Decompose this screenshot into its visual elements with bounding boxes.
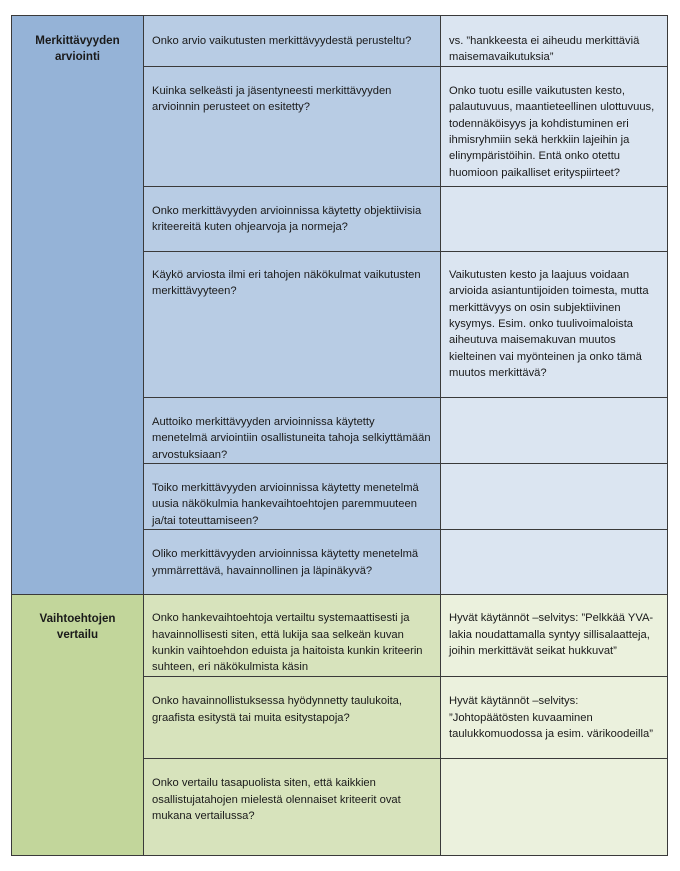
question-text: Kuinka selkeästi ja jäsentyneesti merkittävyyden arvioinnin perusteet on esitetty?	[152, 84, 392, 114]
question-text: Toiko merkittävyyden arvioinnissa käytetty menetelmä uusia näkökulmia hankevaihtoehtojen paremmuuteen ja/tai toteuttamiseen?	[152, 482, 419, 527]
note-text: Onko tuotu esille vaikutusten kesto, palautuvuus, maantieteellinen ulottuvuus, todennäköisyys ja kohdistuminen eri ihmisryhmiin sekä herkkiin lajeihin ja elinympäristöihin. Entä onko otettu huomioon paikalliset erityspiirteet?	[449, 84, 655, 179]
note-text: Hyvät käytännöt –selvitys: ”Johtopäätösten kuvaaminen taulukkomuodossa ja esim. värikoodeilla”	[449, 695, 653, 741]
question-cell	[144, 677, 441, 759]
question-text: Auttoiko merkittävyyden arvioinnissa käytetty menetelmä arviointiin osallistuneita tahoja selkiyttämään arvostuksiaan?	[152, 415, 431, 461]
note-cell	[441, 397, 668, 463]
question-text: Onko hankevaihtoehtoja vertailtu systemaattisesti ja havainnollisesti siten, että lukija saa selkeän kuvan kunkin vaihtoehdon eduista ja haitoista kunkin kriteerin suhteen, eri näkökulmista käsin	[152, 612, 423, 674]
note-cell	[441, 595, 668, 677]
question-cell	[144, 397, 441, 463]
question-cell	[144, 66, 441, 186]
question-cell	[144, 186, 441, 251]
note-cell	[441, 66, 668, 186]
question-text: Käykö arviosta ilmi eri tahojen näkökulmat vaikutusten merkittävyyteen?	[152, 268, 421, 298]
question-text: Onko arvio vaikutusten merkittävyydestä perusteltu?	[152, 35, 412, 47]
note-cell	[441, 251, 668, 397]
question-text: Onko vertailu tasapuolista siten, että kaikkien osallistujatahojen mielestä olennaiset kriteerit ovat mukana vertailussa?	[152, 777, 401, 823]
question-cell	[144, 464, 441, 530]
question-cell	[144, 530, 441, 595]
note-text: Hyvät käytännöt –selvitys: ”Pelkkää YVA-lakia noudattamalla syntyy sillisalaatteja, joihin merkittävät seikat hukkuvat”	[449, 612, 654, 658]
note-cell	[441, 186, 668, 251]
question-text: Onko havainnollistuksessa hyödynnetty taulukoita, graafista esitystä tai muita esitystapoja?	[152, 695, 403, 724]
question-text: Onko merkittävyyden arvioinnissa käytetty objektiivisia kriteereitä kuten ohjearvoja ja normeja?	[152, 204, 422, 234]
question-cell	[144, 251, 441, 397]
category-label: Merkittävyyden arviointi	[35, 34, 120, 63]
note-text: Vaikutusten kesto ja laajuus voidaan arvioida asiantuntijoiden toimesta, mutta merkittävyys on osin subjektiivinen kysymys. Esim. onko tuulivoimaloista aiheutuva maisemakuvan muutos kielteinen vai myönteinen ja onko tämä muutos merkittävä?	[449, 268, 649, 380]
category-label: Vaihtoehtojen vertailu	[39, 612, 116, 642]
category-cell-alternatives	[12, 595, 144, 856]
note-text: vs. ”hankkeesta ei aiheudu merkittäviä maisemavaikutuksia”	[449, 35, 640, 64]
note-cell	[441, 677, 668, 759]
table-row	[12, 595, 668, 677]
table-row	[12, 16, 668, 67]
question-cell	[144, 759, 441, 856]
assessment-checklist-table	[11, 15, 668, 856]
question-text: Oliko merkittävyyden arvioinnissa käytetty menetelmä ymmärrettävä, havainnollinen ja läpinäkyvä?	[152, 548, 419, 577]
question-cell	[144, 16, 441, 67]
note-cell	[441, 16, 668, 67]
category-cell-significance	[12, 16, 144, 595]
note-cell	[441, 530, 668, 595]
note-cell	[441, 464, 668, 530]
note-cell	[441, 759, 668, 856]
question-cell	[144, 595, 441, 677]
